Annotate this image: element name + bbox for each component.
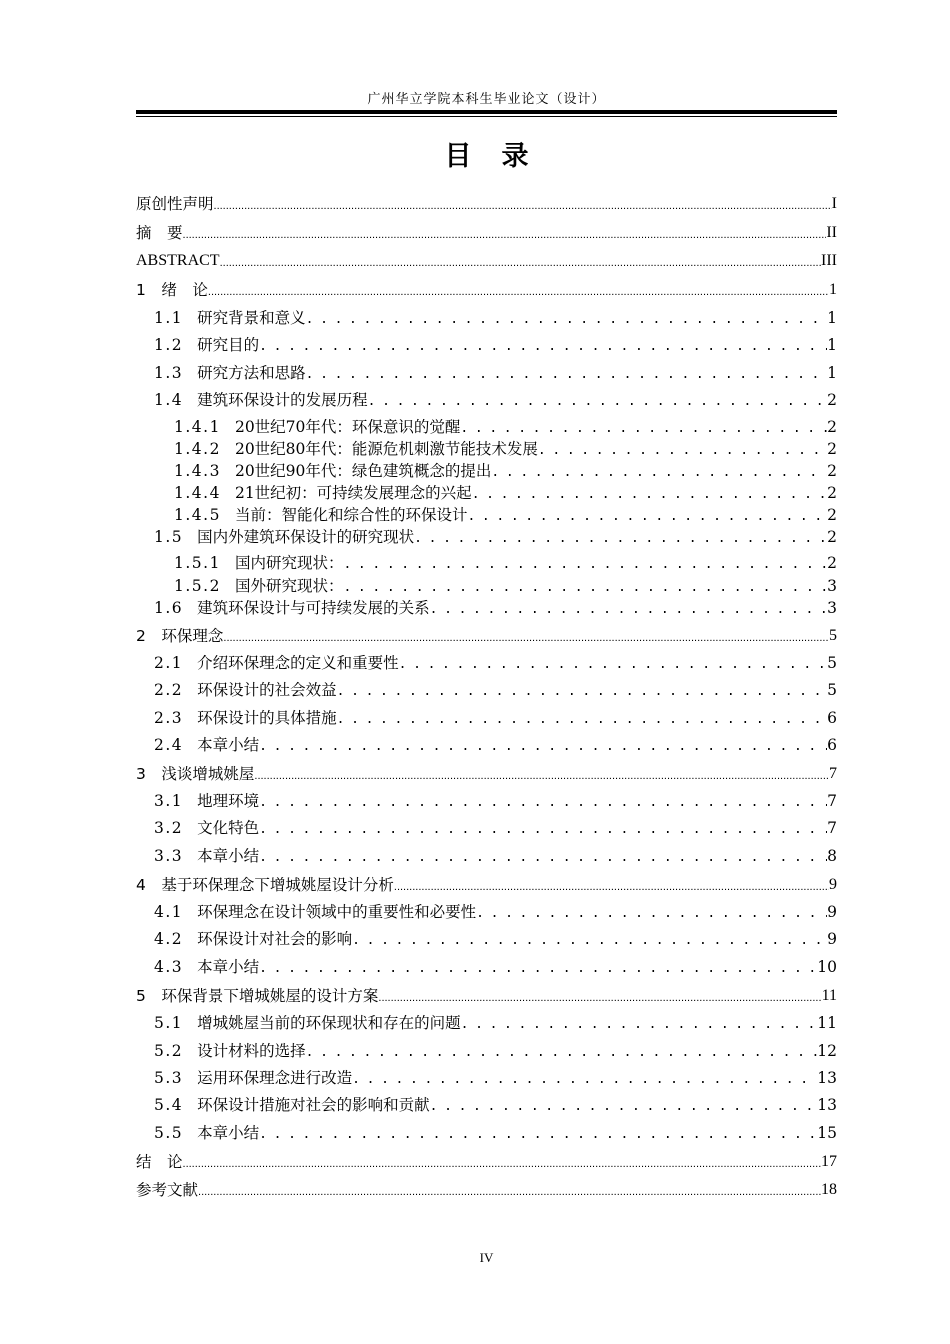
toc-entry-label [174,420,460,436]
toc-entry-number: 1.6 [154,599,184,617]
toc-entry-page: 5 [827,681,837,699]
toc-entry-number: 4 [136,875,148,894]
toc-entry-page: 13 [817,1096,837,1114]
toc-entry-page: 2 [827,440,837,458]
toc-dot-leader [491,464,827,480]
toc-dot-leader [352,932,827,948]
toc-entry-label [174,442,538,458]
toc-dot-leader [254,767,829,783]
toc-entry-number: 5.5 [154,1124,184,1142]
toc-entry-text: 原创性声明 [136,194,214,213]
toc-dot-leader [214,197,832,213]
toc-dot-leader [343,556,827,572]
toc-entry-page: 1 [827,364,837,382]
toc-entry-label [136,875,394,894]
toc-dot-leader [430,601,827,617]
toc-dot-leader [220,254,821,270]
toc-entry-page: 11 [817,1014,837,1032]
toc-dot-leader [223,629,829,645]
toc-entry-number: 2.3 [154,709,184,727]
toc-entry-text: 运用环保理念进行改造 [197,1069,353,1087]
toc-entry-number: 5.3 [154,1069,184,1087]
toc-dot-leader [538,442,827,458]
toc-entry[interactable] [136,366,837,382]
toc-entry-number: 3 [136,764,148,783]
toc-entry-page: 5 [829,627,837,644]
toc-entry[interactable] [136,442,837,458]
toc-entry[interactable] [136,656,837,672]
toc-entry-number: 4.3 [154,958,184,976]
toc-entry-text: 本章小结 [197,958,260,976]
page-number: IV [479,1250,494,1265]
toc-entry-number: 2.1 [154,654,184,672]
toc-entry-number: 1.5.1 [174,554,221,572]
toc-entry-text: 环保设计措施对社会的影响和贡献 [197,1096,430,1114]
toc-entry-text: 国外研究现状： [234,577,344,595]
toc-entry-number: 1.4.2 [174,440,221,458]
toc-entry[interactable] [136,282,837,298]
toc-entry-number: 1.1 [154,309,184,327]
toc-entry-page: 2 [827,391,837,409]
toc-entry[interactable] [136,932,837,948]
toc-entry[interactable] [136,877,837,893]
toc-entry-page: 12 [817,1042,837,1060]
toc-entry-text: 环保设计的具体措施 [197,709,337,727]
toc-entry-text: ABSTRACT [136,252,220,269]
toc-entry-text: 20世纪70年代：环保意识的觉醒 [234,418,461,436]
toc-entry-number: 1.3 [154,364,184,382]
toc-entry-label [154,711,337,727]
toc-entry[interactable] [136,601,837,617]
toc-entry-text: 环保理念在设计领域中的重要性和必要性 [197,903,477,921]
toc-entry-page: 3 [827,577,837,595]
toc-entry-label [174,508,467,524]
toc-entry-label [154,1126,259,1142]
toc-entry-number: 5.2 [154,1042,184,1060]
toc-entry-label [174,579,343,595]
toc-entry-label [154,821,259,837]
toc-entry-text: 介绍环保理念的定义和重要性 [197,654,399,672]
toc-dot-leader [337,711,827,727]
toc-dot-leader [259,960,817,976]
toc-entry-text: 地理环境 [197,792,260,810]
toc-dot-leader [306,1044,818,1060]
toc-entry[interactable] [136,225,837,241]
toc-entry-label [136,986,379,1005]
toc-entry-label [154,849,259,865]
toc-entry-page: 6 [827,709,837,727]
toc-entry-number: 2 [136,626,148,645]
toc-entry-page: 6 [827,736,837,754]
toc-entry-label [174,556,343,572]
toc-entry-page: 2 [827,462,837,480]
header-rule-thick [136,110,837,114]
toc-entry-text: 20世纪80年代：能源危机刺激节能技术发展 [234,440,538,458]
toc-dot-leader [399,656,827,672]
toc-entry-number: 1 [136,280,148,299]
toc-entry[interactable] [136,464,837,480]
toc-dot-leader [306,311,827,327]
toc-entry-label [136,280,208,299]
toc-entry-text: 本章小结 [197,1124,260,1142]
toc-entry-label [136,194,214,213]
toc-entry-page: 2 [827,554,837,572]
toc-entry-text: 环保背景下增城姚屋的设计方案 [161,986,379,1005]
toc-entry[interactable] [136,1154,837,1170]
toc-entry-number: 5.4 [154,1096,184,1114]
toc-entry-text: 研究目的 [197,336,260,354]
toc-entry[interactable] [136,849,837,865]
toc-dot-leader [259,1126,817,1142]
toc-entry[interactable] [136,253,837,269]
toc-entry-page: 9 [827,930,837,948]
toc-entry-page: 17 [821,1153,837,1170]
toc-entry-page: I [831,195,837,212]
toc-entry-text: 国内外建筑环保设计的研究现状 [197,528,415,546]
toc-entry-page: 11 [821,987,837,1004]
toc-entry-page: 1 [827,309,837,327]
toc-entry-text: 本章小结 [197,736,260,754]
toc-entry-page: 2 [827,484,837,502]
toc-entry-number: 3.2 [154,819,184,837]
toc-entry[interactable] [136,420,837,436]
toc-entry-number: 1.5 [154,528,184,546]
header-rule-thin [136,116,837,117]
toc-entry-page: 2 [827,506,837,524]
toc-entry-text: 基于环保理念下增城姚屋设计分析 [161,875,394,894]
toc-dot-leader [208,283,829,299]
toc-entry-label [154,530,414,546]
toc-entry[interactable] [136,1016,837,1032]
toc-entry-label [174,464,491,480]
toc-entry-text: 结 论 [136,1152,183,1171]
toc-dot-leader [183,1155,821,1171]
toc-entry[interactable] [136,1044,837,1060]
toc-entry-text: 浅谈增城姚屋 [161,764,255,783]
toc-entry-number: 1.4.1 [174,418,221,436]
toc-entry[interactable] [136,711,837,727]
toc-entry-page: 7 [829,765,837,782]
toc-entry[interactable] [136,905,837,921]
toc-entry[interactable] [136,628,837,644]
toc-entry-text: 参考文献 [136,1180,199,1199]
toc-dot-leader [368,393,827,409]
toc-entry-label [136,1152,183,1171]
toc-dot-leader [259,794,827,810]
toc-entry[interactable] [136,1182,837,1198]
toc-dot-leader [343,579,827,595]
toc-entry-label [136,253,220,269]
toc-dot-leader [259,738,827,754]
toc-dot-leader [461,1016,818,1032]
toc-entry-label [136,223,183,242]
toc-entry-page: 2 [827,418,837,436]
toc-entry[interactable] [136,821,837,837]
toc-entry-number: 4.1 [154,903,184,921]
toc-entry-number: 3.3 [154,847,184,865]
toc-dot-leader [378,989,821,1005]
toc-entry-page: 2 [827,528,837,546]
toc-entry[interactable] [136,1071,837,1087]
toc-dot-leader [352,1071,817,1087]
toc-entry-label [136,1180,199,1199]
toc-entry-page: 7 [827,819,837,837]
toc-entry-page: 9 [827,903,837,921]
toc-entry-page: III [821,252,837,269]
toc-entry-page: 8 [827,847,837,865]
toc-entry-text: 建筑环保设计与可持续发展的关系 [197,599,430,617]
toc-dot-leader [259,338,827,354]
toc-entry-page: 1 [827,336,837,354]
toc-entry[interactable] [136,556,837,572]
toc-entry[interactable] [136,766,837,782]
toc-entry[interactable] [136,311,837,327]
toc-entry-number: 1.4 [154,391,184,409]
toc-entry[interactable] [136,393,837,409]
toc-entry-text: 增城姚屋当前的环保现状和存在的问题 [197,1014,461,1032]
toc-entry-page: 13 [817,1069,837,1087]
toc-entry[interactable] [136,1098,837,1114]
toc-entry-label [154,1098,430,1114]
toc-dot-leader [198,1183,821,1199]
toc-entry-label [154,311,306,327]
toc-entry[interactable] [136,196,837,212]
toc-entry-text: 建筑环保设计的发展历程 [197,391,368,409]
toc-dot-leader [394,878,829,894]
toc-entry-label [154,905,476,921]
toc-entry-text: 设计材料的选择 [197,1042,306,1060]
toc-entry-label [154,960,259,976]
toc-entry-text: 国内研究现状： [234,554,344,572]
toc-entry[interactable] [136,486,837,502]
toc-entry-label [154,738,259,754]
toc-entry-label [154,1044,306,1060]
toc-dot-leader [476,905,827,921]
toc-dot-leader [259,849,827,865]
toc-entry-label [154,393,368,409]
toc-dot-leader [430,1098,818,1114]
page-title: 目录 [444,141,559,172]
toc-entry-number: 5 [136,986,148,1005]
toc-entry-number: 2.4 [154,736,184,754]
toc-entry-label [154,683,337,699]
running-header: 广州华立学院本科生毕业论文（设计） [367,92,606,107]
toc-dot-leader [183,226,827,242]
toc-entry-page: 10 [817,958,837,976]
toc-entry-text: 文化特色 [197,819,260,837]
toc-entry-label [154,932,352,948]
toc-entry[interactable] [136,530,837,546]
toc-entry-label [154,794,259,810]
toc-entry-label [154,366,306,382]
toc-dot-leader [337,683,827,699]
toc-entry-number: 1.4.3 [174,462,221,480]
toc-entry-text: 绪 论 [161,280,208,299]
toc-entry[interactable] [136,794,837,810]
toc-entry-text: 研究背景和意义 [197,309,306,327]
toc-entry[interactable] [136,988,837,1004]
toc-entry-page: 15 [817,1124,837,1142]
toc-entry[interactable] [136,338,837,354]
toc-entry[interactable] [136,579,837,595]
toc-entry[interactable] [136,508,837,524]
toc-dot-leader [472,486,827,502]
toc-entry-page: II [826,224,837,241]
toc-entry-label [154,1071,352,1087]
toc-entry-page: 5 [827,654,837,672]
toc-entry-label [154,338,259,354]
toc-entry-number: 1.4.5 [174,506,221,524]
toc-entry-page: 3 [827,599,837,617]
toc-entry-text: 20世纪90年代：绿色建筑概念的提出 [234,462,492,480]
toc-entry-text: 摘 要 [136,223,183,242]
toc-entry-number: 3.1 [154,792,184,810]
toc-dot-leader [306,366,827,382]
toc-entry-number: 5.1 [154,1014,184,1032]
toc-entry-label [154,656,399,672]
toc-entry-number: 2.2 [154,681,184,699]
toc-entry-page: 9 [829,876,837,893]
toc-entry-label [174,486,472,502]
toc-dot-leader [460,420,827,436]
toc-entry-number: 1.2 [154,336,184,354]
toc-entry[interactable] [136,960,837,976]
toc-entry[interactable] [136,683,837,699]
toc-dot-leader [467,508,827,524]
toc-entry-page: 18 [821,1181,837,1198]
toc-entry-number: 1.5.2 [174,577,221,595]
toc-entry-number: 4.2 [154,930,184,948]
toc-entry-page: 1 [829,281,837,298]
toc-entry-text: 环保理念 [161,626,224,645]
toc-entry[interactable] [136,1126,837,1142]
toc-entry-text: 本章小结 [197,847,260,865]
toc-dot-leader [259,821,827,837]
toc-entry[interactable] [136,738,837,754]
toc-dot-leader [414,530,827,546]
toc-entry-text: 21世纪初：可持续发展理念的兴起 [234,484,472,502]
toc-entry-label [136,626,224,645]
toc-entry-number: 1.4.4 [174,484,221,502]
toc-entry-label [136,764,255,783]
toc-entry-text: 环保设计对社会的影响 [197,930,353,948]
toc-entry-text: 当前：智能化和综合性的环保设计 [234,506,468,524]
toc-entry-text: 环保设计的社会效益 [197,681,337,699]
toc-entry-text: 研究方法和思路 [197,364,306,382]
toc-entry-label [154,1016,461,1032]
toc-entry-label [154,601,430,617]
toc-entry-page: 7 [827,792,837,810]
